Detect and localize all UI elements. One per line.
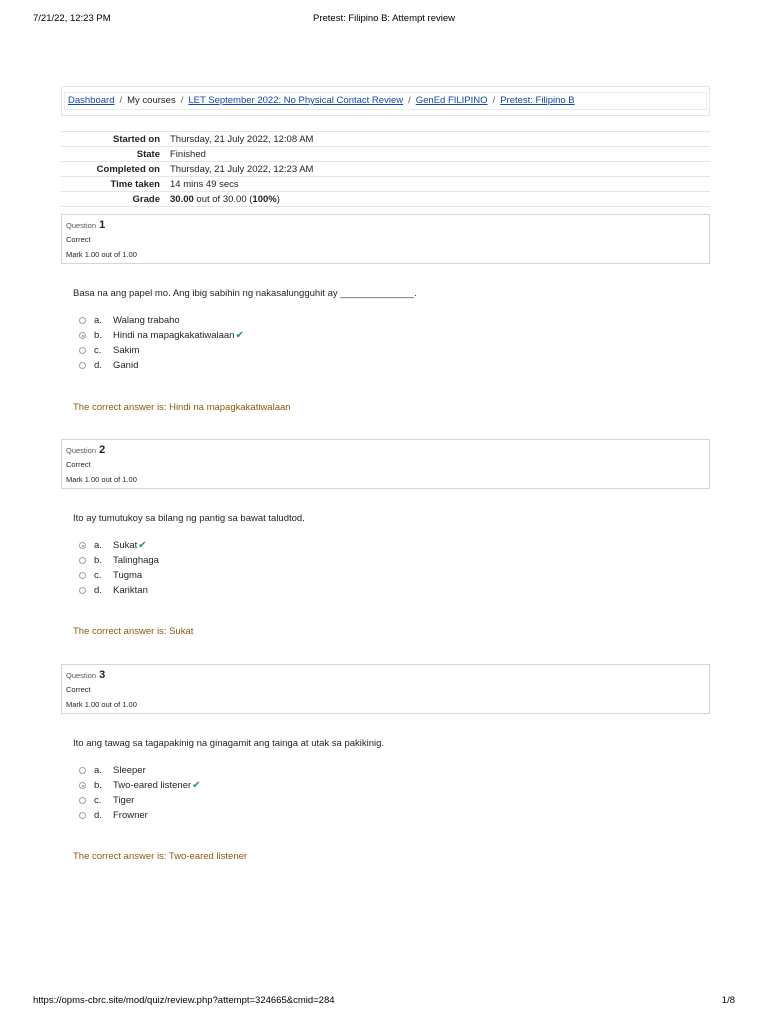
question-state: Correct — [66, 460, 91, 469]
summary-row-time-taken — [61, 177, 710, 192]
summary-value: Finished — [170, 148, 206, 160]
radio-button[interactable] — [79, 812, 86, 819]
correct-answer-feedback: The correct answer is: Hindi na mapagkakatiwalaan — [73, 402, 291, 413]
question-number: Question 2 — [66, 444, 106, 456]
radio-button[interactable] — [79, 587, 86, 594]
question-text-2: Ito ay tumutukoy sa bilang ng pantig sa bawat taludtod. — [73, 513, 305, 524]
attempt-summary-table — [61, 131, 710, 207]
radio-button[interactable] — [79, 317, 86, 324]
summary-value: Thursday, 21 July 2022, 12:23 AM — [170, 163, 314, 175]
question-number: Question 3 — [66, 669, 106, 681]
print-header — [33, 13, 735, 27]
question-mark: Mark 1.00 out of 1.00 — [66, 250, 137, 259]
breadcrumb-separator: / — [408, 95, 411, 106]
grade-out-of: out of 30.00 ( — [196, 193, 253, 205]
summary-row-state — [61, 147, 710, 162]
question-mark: Mark 1.00 out of 1.00 — [66, 700, 137, 709]
summary-row-grade — [61, 192, 710, 207]
breadcrumb-dashboard-link[interactable]: Dashboard — [68, 95, 115, 106]
question-text-3: Ito ang tawag sa tagapakinig na ginagamit ang tainga at utak sa pakikinig. — [73, 738, 385, 749]
breadcrumb-container — [61, 86, 710, 116]
breadcrumb-quiz-link[interactable]: Pretest: Filipino B — [500, 95, 575, 106]
grade-close: ) — [276, 193, 280, 205]
radio-button-selected[interactable] — [79, 782, 86, 789]
radio-button[interactable] — [79, 797, 86, 804]
grade-score: 30.00 — [170, 193, 194, 205]
check-icon: ✔ — [138, 540, 147, 551]
radio-button[interactable] — [79, 347, 86, 354]
radio-button-selected[interactable] — [79, 542, 86, 549]
grade-percent: 100% — [252, 193, 277, 205]
question-state: Correct — [66, 685, 91, 694]
radio-button[interactable] — [79, 572, 86, 579]
breadcrumb-separator: / — [492, 95, 496, 106]
summary-label: Started on — [113, 133, 160, 145]
breadcrumb-section-link[interactable]: GenEd FILIPINO — [415, 95, 488, 106]
summary-label: Completed on — [96, 163, 160, 175]
summary-row-completed — [61, 162, 710, 177]
summary-value — [165, 192, 710, 207]
breadcrumb — [64, 92, 707, 110]
correct-answer-feedback: The correct answer is: Two-eared listener — [73, 851, 248, 862]
summary-label: Time taken — [110, 178, 160, 190]
question-info-3 — [61, 664, 710, 714]
correct-answer-feedback: The correct answer is: Sukat — [73, 626, 194, 637]
breadcrumb-course-link[interactable]: LET September 2022: No Physical Contact Review — [188, 95, 404, 106]
question-info-2 — [61, 439, 710, 489]
print-title: Pretest: Filipino B: Attempt review — [312, 13, 456, 24]
summary-label: State — [136, 148, 160, 160]
radio-button-selected[interactable] — [79, 332, 86, 339]
radio-button[interactable] — [79, 767, 86, 774]
summary-label: Grade — [132, 193, 160, 205]
question-state: Correct — [66, 235, 91, 244]
summary-row-started — [61, 132, 710, 147]
page-number: 1/8 — [721, 995, 735, 1006]
radio-button[interactable] — [79, 557, 86, 564]
question-text-1: Basa na ang papel mo. Ang ibig sabihin ng nakasalungguhit ay ______________. — [73, 288, 417, 299]
check-icon: ✔ — [192, 780, 201, 791]
question-info-1 — [61, 214, 710, 264]
summary-value: Thursday, 21 July 2022, 12:08 AM — [170, 133, 314, 145]
check-icon: ✔ — [235, 330, 244, 341]
summary-value: 14 mins 49 secs — [170, 178, 239, 190]
breadcrumb-separator: / — [119, 95, 123, 106]
question-mark: Mark 1.00 out of 1.00 — [66, 475, 137, 484]
print-datetime: 7/21/22, 12:23 PM — [33, 13, 111, 24]
radio-button[interactable] — [79, 362, 86, 369]
print-url: https://opms-cbrc.site/mod/quiz/review.php?attempt=324665&cmid=284 — [33, 995, 335, 1006]
breadcrumb-separator: / — [180, 95, 184, 106]
question-number: Question 1 — [66, 219, 106, 231]
breadcrumb-my-courses: My courses — [127, 95, 176, 106]
print-footer — [33, 995, 735, 1009]
